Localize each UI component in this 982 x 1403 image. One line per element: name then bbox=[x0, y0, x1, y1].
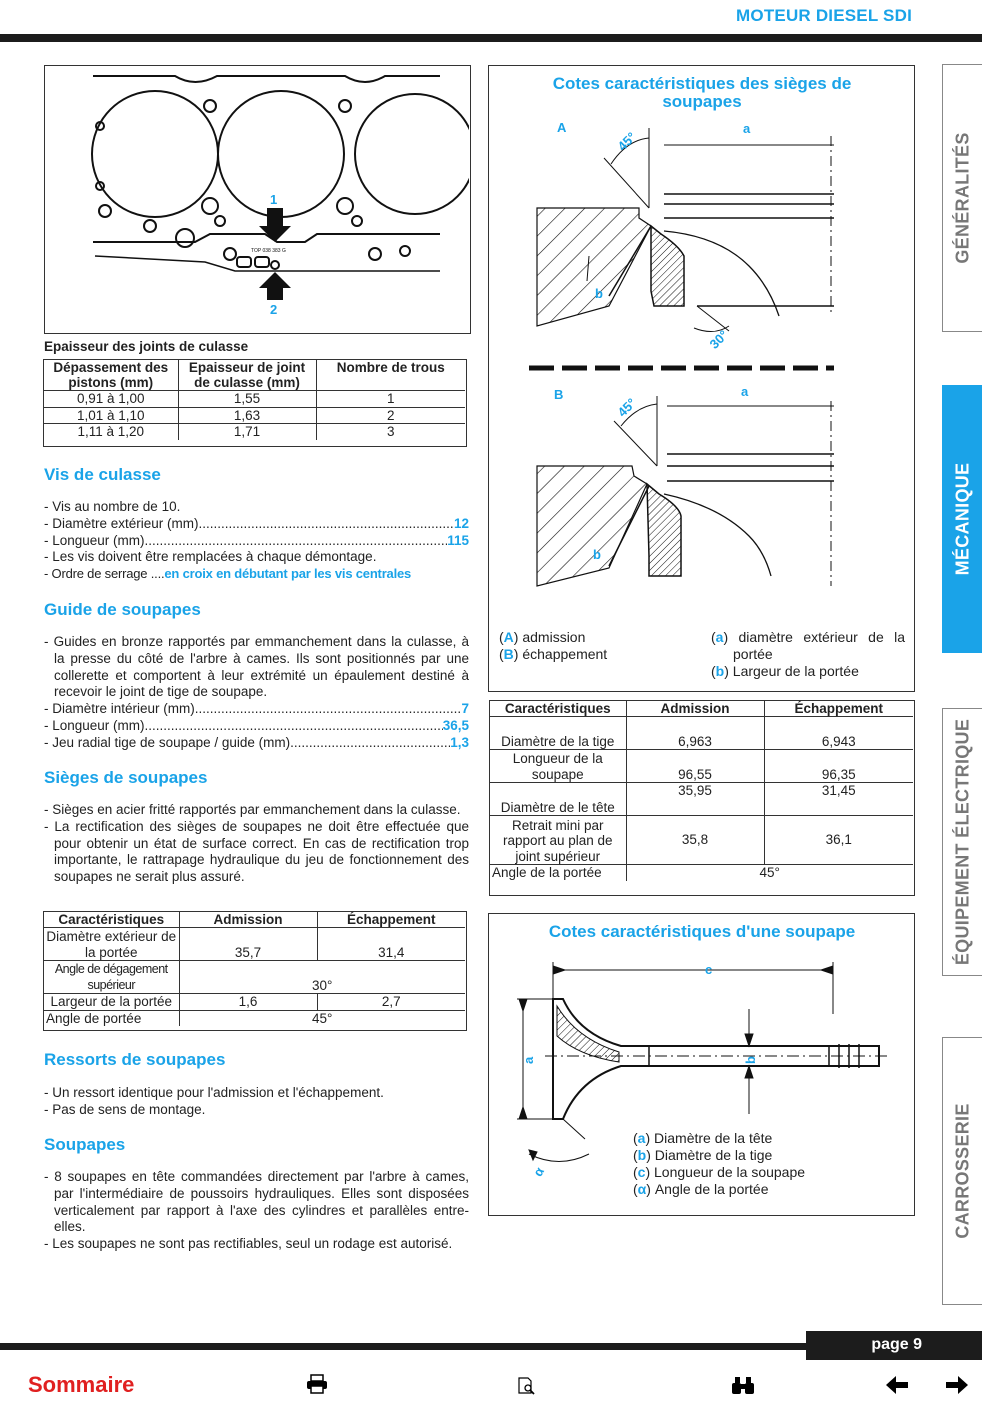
marker-1: 1 bbox=[270, 192, 278, 207]
ressorts-list bbox=[44, 1085, 469, 1119]
tab-label: MÉCANIQUE bbox=[952, 462, 972, 576]
col-header: Caractéristiques bbox=[504, 701, 611, 716]
cell: Diamètre de le tête bbox=[490, 783, 626, 816]
cell: 96,55 bbox=[626, 750, 764, 783]
list-item: - Diamètre intérieur (mm) ..... 7 bbox=[44, 701, 469, 718]
list-item: - 8 soupapes en tête commandées directement par l'arbre à cames, par l'intermédiaire de poussoirs hydrauliques. Elles sont disposées verticalement par rapport à l'axe des cylindres et parallèles entre-elles. bbox=[44, 1169, 469, 1235]
table-row bbox=[44, 1010, 465, 1026]
list-item: - Les vis doivent être remplacées à chaque démontage. bbox=[44, 549, 377, 565]
sommaire-link[interactable]: Sommaire bbox=[28, 1372, 135, 1397]
soupapes-list bbox=[44, 1169, 469, 1253]
cell: 3 bbox=[316, 424, 465, 440]
top-bar bbox=[0, 34, 982, 42]
label-B: B bbox=[554, 387, 564, 402]
table-row bbox=[490, 783, 913, 816]
arrow-left-icon[interactable] bbox=[886, 1376, 908, 1399]
table-row bbox=[490, 865, 913, 881]
label-b: b bbox=[743, 1056, 758, 1064]
label-a: a bbox=[743, 121, 751, 136]
gasket-table bbox=[43, 359, 467, 447]
cell: 36,1 bbox=[764, 816, 913, 865]
cell: Angle de la portée bbox=[490, 865, 626, 881]
list-item: - La rectification des sièges de soupapes ne doit être effectuée que pour obtenir un état de surface correct. En cas de rectification trop importante, le rattrapage hydraulique du jeu de fonctionnement des soupapes ne serait plus assuré. bbox=[44, 818, 469, 885]
cell: 6,963 bbox=[626, 717, 764, 750]
col-header: Admission bbox=[626, 701, 764, 717]
section-title-ressorts: Ressorts de soupapes bbox=[44, 1050, 226, 1069]
list-item: - Jeu radial tige de soupape / guide (mm) ..... 1,3 bbox=[44, 735, 469, 752]
cell: Angle de dégagement supérieur bbox=[44, 961, 179, 994]
label-c: c bbox=[705, 962, 713, 977]
section-title-vis: Vis de culasse bbox=[44, 465, 161, 484]
seat-figure bbox=[488, 65, 915, 692]
cell: 35,7 bbox=[179, 928, 317, 961]
page-number: page 9 bbox=[806, 1331, 982, 1360]
gasket-drawing bbox=[45, 66, 469, 332]
seat-drawing bbox=[489, 66, 913, 626]
gasket-stamp: TOP 038 383 G bbox=[251, 248, 286, 254]
cell: 1,01 à 1,10 bbox=[44, 407, 178, 424]
cell: Longueur de la soupape bbox=[490, 750, 626, 783]
angle-45-label: 45° bbox=[614, 395, 640, 420]
tab-label: ÉQUIPEMENT ÉLECTRIQUE bbox=[952, 718, 972, 966]
cell: 45° bbox=[179, 1010, 465, 1026]
list-item: - Guides en bronze rapportés par emmanchement dans la culasse, à la presse du côté de l'arbre à cames. Ils sont positionnés par une collerette et comportent à leur extrémité un épaulement destiné à recevoir le joint de tige de soupape. bbox=[44, 634, 469, 700]
cell: 30° bbox=[179, 961, 465, 994]
valve-legend: (a) Diamètre de la tête (b) Diamètre de la tige (c) Longueur de la soupape (α) Angle de la portée bbox=[633, 1130, 806, 1197]
cell: 1,55 bbox=[178, 391, 316, 408]
cell: 1,63 bbox=[178, 407, 316, 424]
table-row bbox=[490, 717, 913, 750]
seat-legend-right: (a) diamètre extérieur de la portée (b) Largeur de la portée bbox=[711, 629, 905, 679]
table-row bbox=[490, 816, 913, 865]
gasket-table-title: Epaisseur des joints de culasse bbox=[44, 339, 249, 354]
gasket-figure bbox=[44, 65, 471, 334]
tab-mecanique[interactable] bbox=[942, 385, 982, 653]
printer-icon[interactable] bbox=[306, 1374, 328, 1399]
label-b: b bbox=[595, 286, 603, 301]
tab-carrosserie[interactable] bbox=[942, 1037, 982, 1305]
cell: 1,6 bbox=[179, 994, 317, 1011]
sieges-list bbox=[44, 802, 469, 886]
col-header: Échappement bbox=[317, 912, 465, 928]
arrow-right-icon[interactable] bbox=[946, 1376, 968, 1399]
list-item: - Sièges en acier fritté rapportés par emmanchement dans la culasse. bbox=[44, 802, 461, 817]
cell: 96,35 bbox=[764, 750, 913, 783]
label-alpha: α bbox=[530, 1164, 548, 1179]
table-row bbox=[44, 928, 465, 961]
col-header: Nombre de trous bbox=[316, 360, 465, 391]
list-item: - Ordre de serrage ....en croix en débutant par les vis centrales bbox=[44, 566, 412, 582]
seat-legend-left: (A) admission (B) échappement bbox=[499, 629, 608, 662]
cell: Diamètre de la tige bbox=[490, 717, 626, 750]
section-title-guide: Guide de soupapes bbox=[44, 600, 201, 619]
col-header: Dépassement des pistons (mm) bbox=[53, 360, 169, 390]
guide-list bbox=[44, 634, 469, 752]
label-A: A bbox=[557, 120, 567, 135]
tab-label: GÉNÉRALITÉS bbox=[952, 132, 972, 264]
table-row bbox=[44, 391, 465, 408]
list-item: - Longueur (mm) ..... 36,5 bbox=[44, 718, 469, 735]
cell: Largeur de la portée bbox=[44, 994, 179, 1011]
tab-equipement-electrique[interactable] bbox=[942, 708, 982, 976]
cell: 6,943 bbox=[764, 717, 913, 750]
cell: 45° bbox=[626, 865, 913, 881]
list-item: - Pas de sens de montage. bbox=[44, 1101, 206, 1117]
valve-dimensions-table bbox=[489, 700, 915, 896]
cell: 1,11 à 1,20 bbox=[44, 424, 178, 440]
cell: Diamètre extérieur de la portée bbox=[44, 928, 179, 961]
cell: 1,71 bbox=[178, 424, 316, 440]
col-header: Epaisseur de joint de culasse (mm) bbox=[178, 360, 316, 391]
col-header: Caractéristiques bbox=[58, 912, 165, 927]
cell: 31,4 bbox=[317, 928, 465, 961]
search-document-icon[interactable] bbox=[518, 1377, 536, 1400]
tab-generalites[interactable] bbox=[942, 64, 982, 332]
binoculars-icon[interactable] bbox=[731, 1375, 755, 1400]
seat-figure-title: Cotes caractéristiques des sièges de soupapes bbox=[552, 74, 852, 111]
section-title-sieges: Sièges de soupapes bbox=[44, 768, 208, 787]
list-item: - Diamètre extérieur (mm) ..... 12 bbox=[44, 516, 469, 533]
header-title: MOTEUR DIESEL SDI bbox=[736, 6, 912, 25]
sieges-table bbox=[43, 911, 467, 1031]
table-row bbox=[44, 994, 465, 1011]
list-item: - Vis au nombre de 10. bbox=[44, 499, 181, 514]
cell: 1 bbox=[316, 391, 465, 408]
table-row bbox=[490, 750, 913, 783]
col-header: Échappement bbox=[764, 701, 913, 717]
angle-30-label: 30° bbox=[706, 327, 732, 352]
valve-figure-title: Cotes caractéristiques d'une soupape bbox=[548, 922, 856, 941]
cell: 0,91 à 1,00 bbox=[44, 391, 178, 408]
col-header: Admission bbox=[179, 912, 317, 928]
label-a: a bbox=[741, 384, 749, 399]
cell: 35,95 bbox=[626, 783, 764, 816]
arrow-down-icon bbox=[259, 208, 291, 242]
table-row bbox=[44, 407, 465, 424]
arrow-up-icon bbox=[259, 272, 291, 300]
cell: 2,7 bbox=[317, 994, 465, 1011]
tab-label: CARROSSERIE bbox=[952, 1103, 972, 1239]
cell: Angle de portée bbox=[44, 1010, 179, 1026]
cell: 31,45 bbox=[764, 783, 913, 816]
list-item: - Les soupapes ne sont pas rectifiables, seul un rodage est autorisé. bbox=[44, 1236, 453, 1252]
label-b: b bbox=[593, 547, 601, 562]
section-title-soupapes: Soupapes bbox=[44, 1135, 126, 1154]
cell: 35,8 bbox=[626, 816, 764, 865]
angle-45-label: 45° bbox=[614, 129, 640, 154]
cell: Retrait mini par rapport au plan de joint supérieur bbox=[490, 816, 626, 865]
valve-figure bbox=[488, 913, 915, 1216]
vis-list bbox=[44, 499, 469, 583]
marker-2: 2 bbox=[270, 302, 278, 317]
table-row bbox=[44, 424, 465, 440]
label-a: a bbox=[521, 1056, 536, 1064]
cell: 2 bbox=[316, 407, 465, 424]
table-row bbox=[44, 961, 465, 994]
list-item: - Un ressort identique pour l'admission et l'échappement. bbox=[44, 1085, 384, 1100]
list-item: - Longueur (mm) ..... 115 bbox=[44, 533, 469, 550]
